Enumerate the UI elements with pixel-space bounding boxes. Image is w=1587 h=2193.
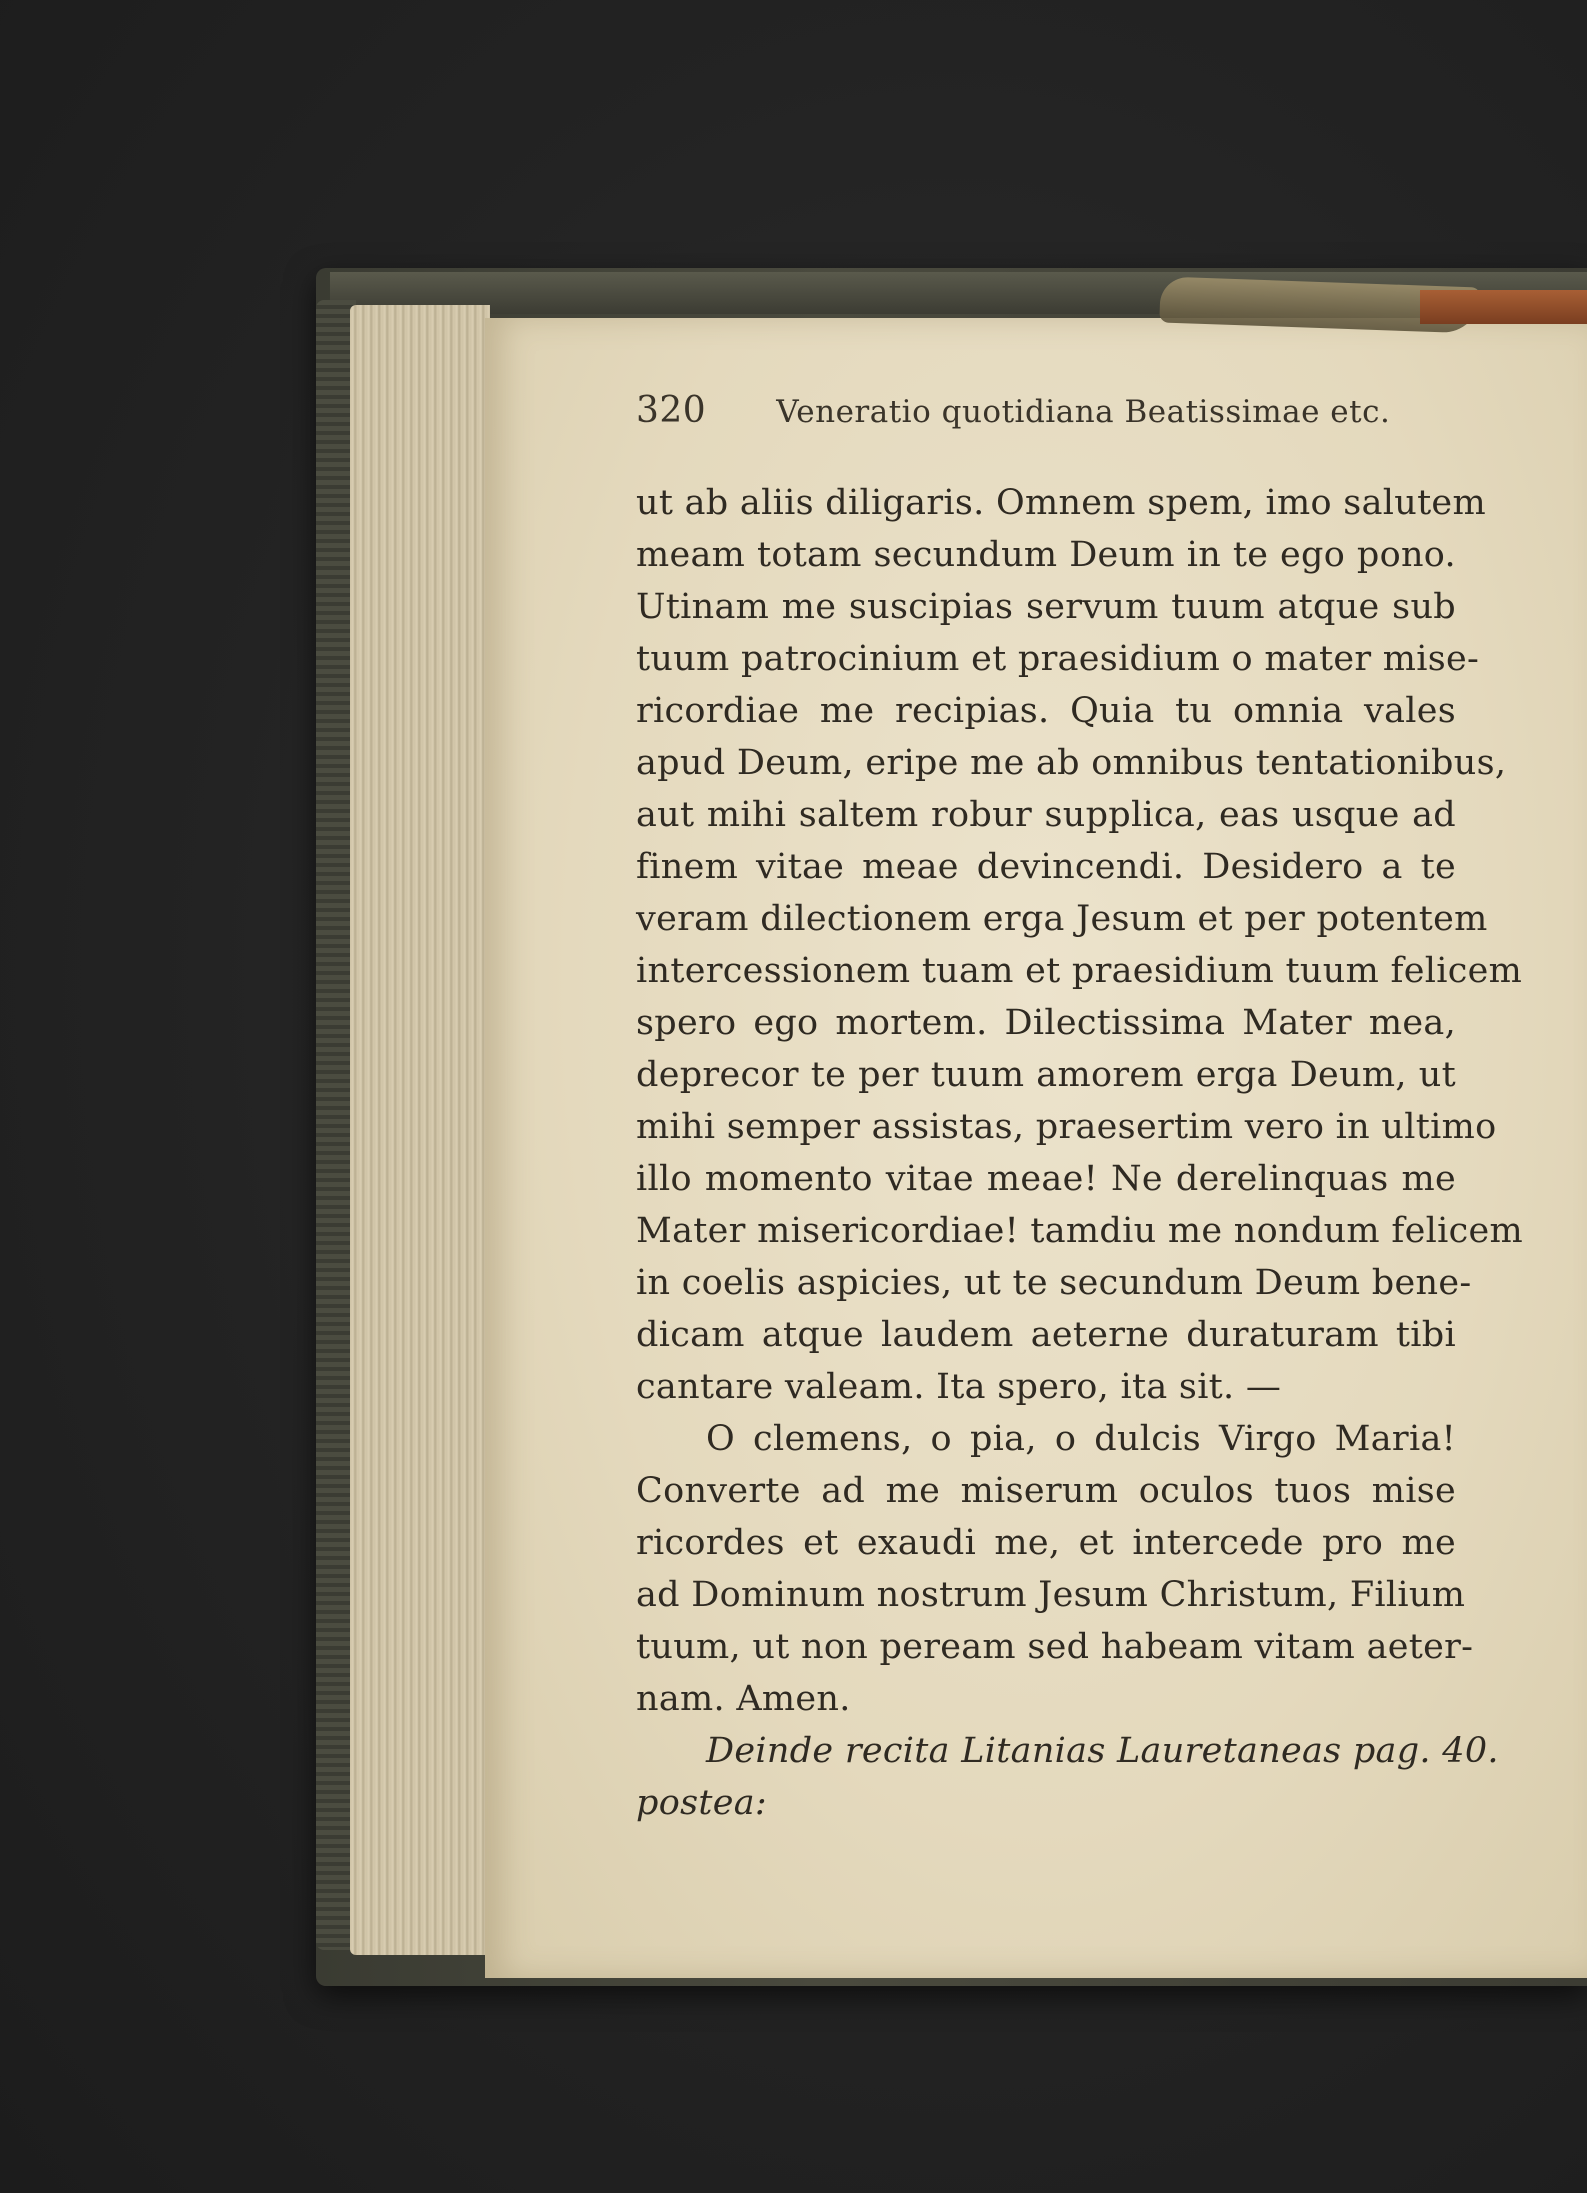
text-line: nam. Amen.: [636, 1679, 851, 1719]
text-line: illo momento vitae meae! Ne derelinquas me: [636, 1159, 1456, 1199]
page-text: [636, 390, 1523, 1829]
text-line: tuum, ut non peream sed habeam vitam aeter-: [636, 1627, 1474, 1667]
text-line: spero ego mortem. Dilectissima Mater mea,: [636, 1003, 1456, 1043]
text-line: Utinam me suscipias servum tuum atque sub: [636, 587, 1456, 627]
text-line: ad Dominum nostrum Jesum Christum, Filium: [636, 1575, 1466, 1615]
text-line: O clemens, o pia, o dulcis Virgo Maria!: [706, 1419, 1456, 1459]
running-title: Veneratio quotidiana Beatissimae etc.: [776, 394, 1391, 430]
text-line: finem vitae meae devincendi. Desidero a te: [636, 847, 1456, 887]
running-head: [636, 390, 1456, 431]
text-line: in coelis aspicies, ut te secundum Deum bene-: [636, 1263, 1472, 1303]
text-line: intercessionem tuam et praesidium tuum felicem: [636, 951, 1523, 991]
text-line: aut mihi saltem robur supplica, eas usque ad: [636, 795, 1456, 835]
text-line: mihi semper assistas, praesertim vero in ultimo: [636, 1107, 1497, 1147]
rubric-line: postea:: [636, 1783, 767, 1823]
text-line: Mater misericordiae! tamdiu me nondum felicem: [636, 1211, 1523, 1251]
text-line: Converte ad me miserum oculos tuos mise: [636, 1471, 1456, 1511]
text-line: apud Deum, eripe me ab omnibus tentationibus,: [636, 743, 1507, 783]
page-edges: [350, 305, 490, 1955]
bookmark-ribbon-end: [1420, 290, 1587, 324]
text-line: dicam atque laudem aeterne duraturam tibi: [636, 1315, 1456, 1355]
text-line: cantare valeam. Ita spero, ita sit. —: [636, 1367, 1282, 1407]
text-line: deprecor te per tuum amorem erga Deum, ut: [636, 1055, 1456, 1095]
rubric-line: Deinde recita Litanias Lauretaneas pag. 40.: [706, 1731, 1499, 1771]
body-text: [636, 477, 1523, 1829]
text-line: ricordiae me recipias. Quia tu omnia vales: [636, 691, 1456, 731]
page-number: 320: [636, 390, 707, 431]
text-line: veram dilectionem erga Jesum et per potentem: [636, 899, 1488, 939]
text-line: meam totam secundum Deum in te ego pono.: [636, 535, 1456, 575]
text-line: tuum patrocinium et praesidium o mater mise-: [636, 639, 1480, 679]
text-line: ut ab aliis diligaris. Omnem spem, imo salutem: [636, 483, 1486, 523]
text-line: ricordes et exaudi me, et intercede pro me: [636, 1523, 1456, 1563]
